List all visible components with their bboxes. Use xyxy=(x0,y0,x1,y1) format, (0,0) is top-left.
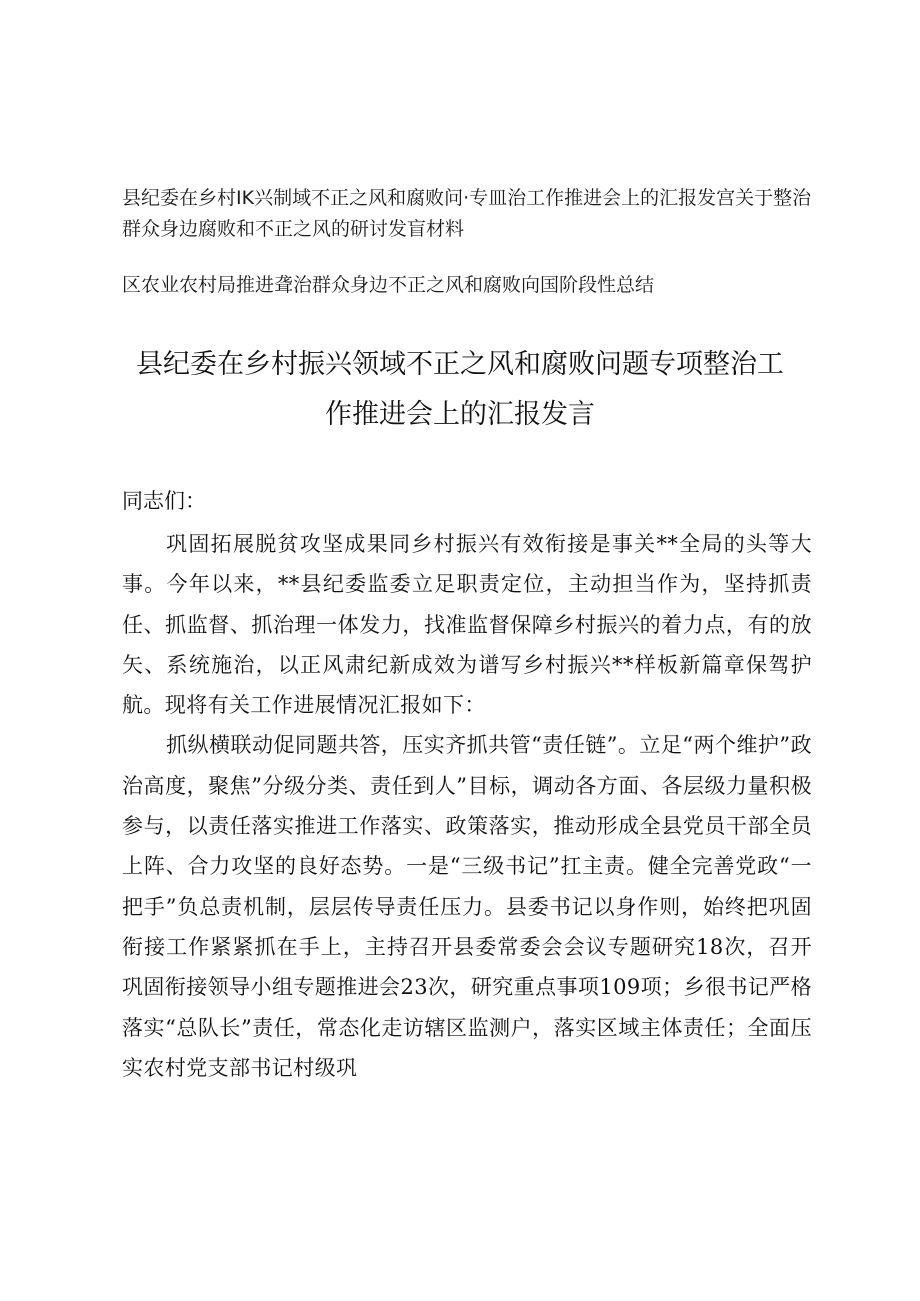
paragraph-responsibility: 抓纵横联动促同题共答，压实齐抓共管“责任链”。立足“两个维护”政治高度，聚焦”分级分类、责任到人”目标，调动各方面、各层级力量积极参与，以责任落实推进工作落实、政策落实，推动形成全县党员干部全员上阵、合力攻坚的良好态势。一是“三级书记”扛主责。健全完善党政“一把手”负总责机制，层层传导责任压力。县委书记以身作则，始终把巩固衔接工作紧紧抓在手上，主持召开县委常委会会议专题研究18次，召开巩固衔接领导小组专题推进会23次，研究重点事项109项；乡很书记严格落实“总队长”责任，常态化走访辖区监测户，落实区域主体责任；全面压实农村党支部书记村级巩 xyxy=(122,733,812,1080)
related-article-link-2: 区农业农村局推进聋治群众身边不正之风和腐败向国阶段性总结 xyxy=(122,274,655,296)
document-title xyxy=(120,340,800,440)
paragraph-intro: 巩固拓展脱贫攻坚成果同乡村振兴有效衔接是事关**全局的头等大事。今年以来，**县纪委监委立足职责定位，主动担当作为，坚持抓责任、抓监督、抓治理一体发力，找准监督保障乡村振兴的着力点，有的放矢、系统施治，以正风肃纪新成效为谱写乡村振兴**样板新篇章保驾护航。现将有关工作进展情况汇报如下： xyxy=(122,532,812,718)
salutation: 同志们： xyxy=(122,489,206,513)
title-line-2: 作推进会上的汇报发言 xyxy=(325,399,595,430)
title-line-1: 县纪委在乡村振兴领域不正之风和腐败问题专项整治工 xyxy=(136,349,784,380)
related-article-link-1: 县纪委在乡村IK兴制域不正之风和腐败问·专皿治工作推进会上的汇报发宫关于整治群众身边腐败和不正之风的研讨发盲材料 xyxy=(122,187,812,240)
document-body xyxy=(122,524,812,1088)
